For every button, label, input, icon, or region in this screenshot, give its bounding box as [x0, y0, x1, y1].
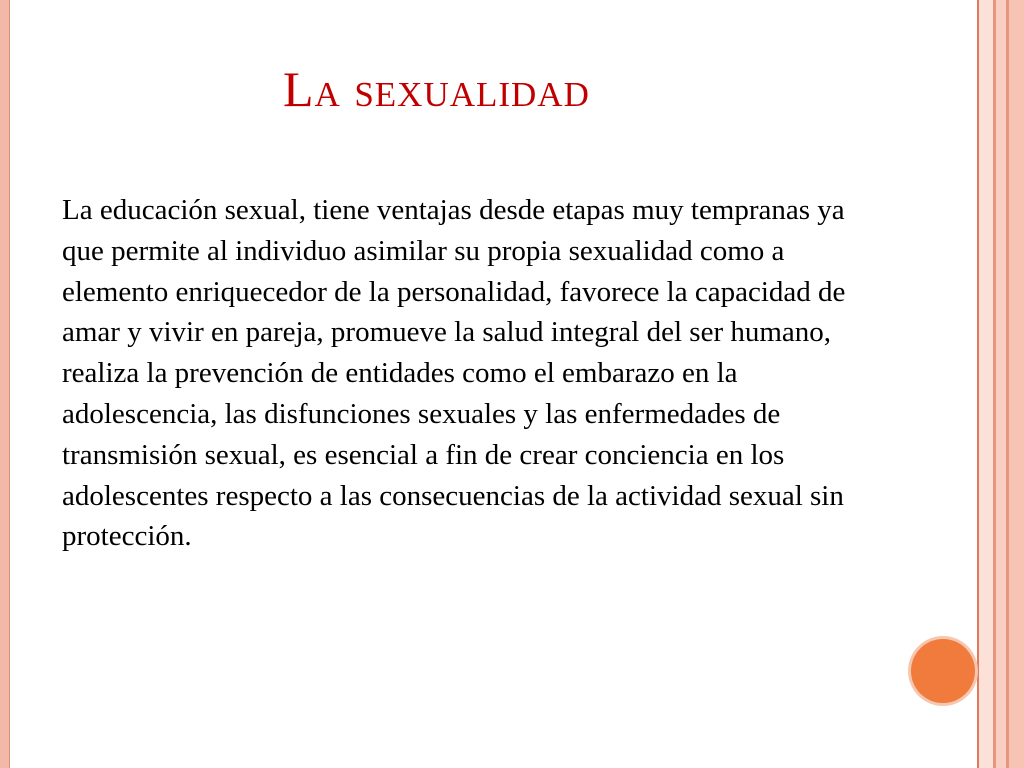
border-stripe — [1009, 0, 1024, 768]
left-border-decoration — [0, 0, 10, 768]
border-stripe — [996, 0, 1006, 768]
border-stripe — [979, 0, 993, 768]
right-border-decoration — [977, 0, 1024, 768]
orange-circle-decoration — [911, 639, 975, 703]
slide-title: La sexualidad — [283, 61, 590, 117]
slide-body-text: La educación sexual, tiene ventajas desde etapas muy tempranas ya que permite al individuo asimilar su propia sexualidad como a elemento enriquecedor de la personalidad, favorece la capacidad de amar y vivir en pareja, promueve la salud integral del ser humano, realiza la prevención de entidades como el embarazo en la adolescencia, las disfunciones sexuales y las enfermedades de transmisión sexual, es esencial a fin de crear conciencia en los adolescentes respecto a las consecuencias de la actividad sexual sin protección. — [62, 194, 846, 553]
